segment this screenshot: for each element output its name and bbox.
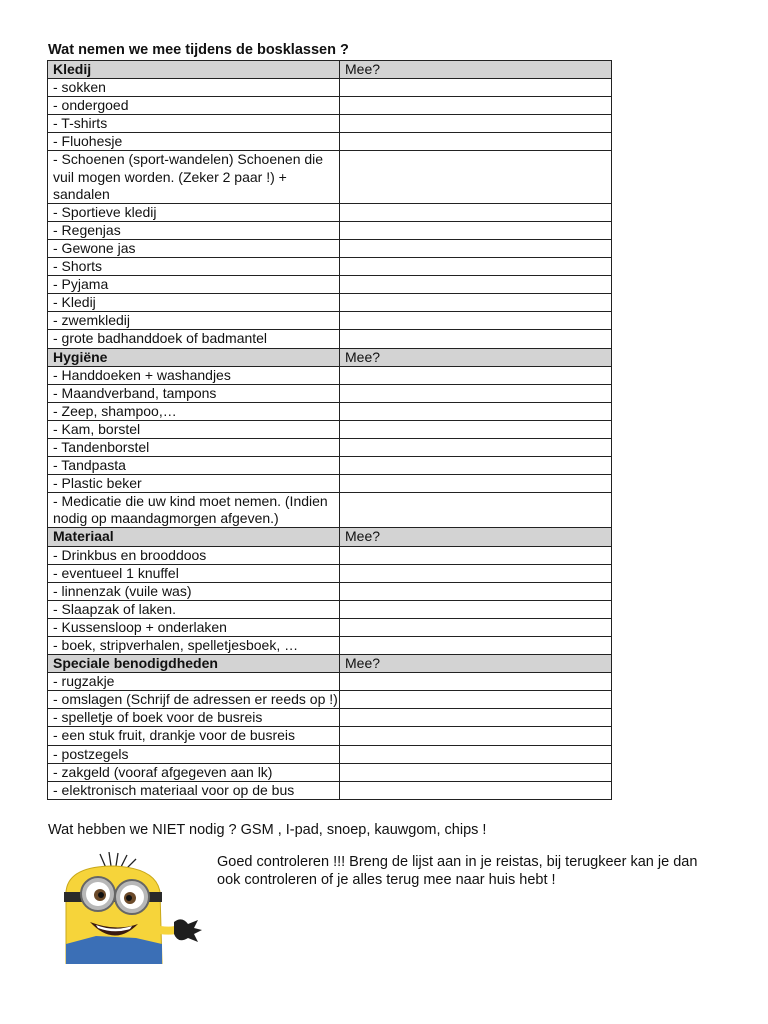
checklist-row	[48, 294, 612, 312]
minion-glove	[174, 919, 202, 942]
mee-checkbox-cell[interactable]	[340, 312, 612, 330]
item-label: - ondergoed	[48, 97, 340, 115]
item-label: - een stuk fruit, drankje voor de busreis	[48, 727, 340, 745]
mee-checkbox-cell[interactable]	[340, 673, 612, 691]
page-title: Wat nemen we mee tijdens de bosklassen ?	[48, 42, 349, 58]
item-label: - grote badhanddoek of badmantel	[48, 330, 340, 348]
mee-checkbox-cell[interactable]	[340, 618, 612, 636]
mee-checkbox-cell[interactable]	[340, 330, 612, 348]
item-label: - spelletje of boek voor de busreis	[48, 709, 340, 727]
mee-column-header: Mee?	[340, 655, 612, 673]
checklist-row	[48, 763, 612, 781]
mee-checkbox-cell[interactable]	[340, 79, 612, 97]
mee-checkbox-cell[interactable]	[340, 366, 612, 384]
checklist-row	[48, 402, 612, 420]
item-label: - Pyjama	[48, 276, 340, 294]
item-label: - Schoenen (sport-wandelen) Schoenen die vuil mogen worden. (Zeker 2 paar !) + sandalen	[48, 151, 340, 203]
checklist-row	[48, 727, 612, 745]
section-title: Speciale benodigdheden	[48, 655, 340, 673]
checklist-row	[48, 493, 612, 528]
mee-checkbox-cell[interactable]	[340, 203, 612, 221]
mee-checkbox-cell[interactable]	[340, 420, 612, 438]
checklist-row	[48, 203, 612, 221]
item-label: - Handdoeken + washandjes	[48, 366, 340, 384]
checklist-row	[48, 133, 612, 151]
mee-checkbox-cell[interactable]	[340, 546, 612, 564]
item-label: - Maandverband, tampons	[48, 384, 340, 402]
item-label: - Plastic beker	[48, 475, 340, 493]
checklist-row	[48, 745, 612, 763]
checklist-row	[48, 691, 612, 709]
not-needed-text: Wat hebben we NIET nodig ? GSM , I-pad, snoep, kauwgom, chips !	[48, 822, 487, 838]
checklist-row	[48, 258, 612, 276]
checklist-row	[48, 97, 612, 115]
mee-checkbox-cell[interactable]	[340, 115, 612, 133]
checklist-row	[48, 420, 612, 438]
section-title: Materiaal	[48, 528, 340, 546]
item-label: - Kussensloop + onderlaken	[48, 618, 340, 636]
item-label: - omslagen (Schrijf de adressen er reeds op !)	[48, 691, 340, 709]
section-header-row	[48, 528, 612, 546]
section-header-row	[48, 348, 612, 366]
mee-checkbox-cell[interactable]	[340, 97, 612, 115]
item-label: - Sportieve kledij	[48, 203, 340, 221]
item-label: - zakgeld (vooraf afgegeven aan lk)	[48, 763, 340, 781]
item-label: - Tandpasta	[48, 457, 340, 475]
item-label: - elektronisch materiaal voor op de bus	[48, 781, 340, 799]
item-label: - Fluohesje	[48, 133, 340, 151]
checklist-row	[48, 781, 612, 799]
checklist-row	[48, 637, 612, 655]
mee-checkbox-cell[interactable]	[340, 745, 612, 763]
mee-checkbox-cell[interactable]	[340, 493, 612, 528]
packing-checklist-table	[47, 60, 612, 800]
checklist-row	[48, 673, 612, 691]
item-label: - sokken	[48, 79, 340, 97]
section-title: Hygiëne	[48, 348, 340, 366]
mee-column-header: Mee?	[340, 348, 612, 366]
mee-checkbox-cell[interactable]	[340, 600, 612, 618]
mee-checkbox-cell[interactable]	[340, 727, 612, 745]
item-label: - Gewone jas	[48, 239, 340, 257]
item-label: - Kam, borstel	[48, 420, 340, 438]
item-label: - Medicatie die uw kind moet nemen. (Indien nodig op maandagmorgen afgeven.)	[48, 493, 340, 528]
item-label: - Drinkbus en brooddoos	[48, 546, 340, 564]
section-title: Kledij	[48, 61, 340, 79]
item-label: - zwemkledij	[48, 312, 340, 330]
mee-checkbox-cell[interactable]	[340, 221, 612, 239]
item-label: - T-shirts	[48, 115, 340, 133]
mee-checkbox-cell[interactable]	[340, 294, 612, 312]
mee-column-header: Mee?	[340, 61, 612, 79]
checklist-row	[48, 276, 612, 294]
mee-checkbox-cell[interactable]	[340, 276, 612, 294]
item-label: - boek, stripverhalen, spelletjesboek, …	[48, 637, 340, 655]
section-header-row	[48, 61, 612, 79]
mee-checkbox-cell[interactable]	[340, 582, 612, 600]
mee-checkbox-cell[interactable]	[340, 637, 612, 655]
minion-image	[56, 852, 206, 964]
mee-checkbox-cell[interactable]	[340, 457, 612, 475]
checklist-row	[48, 564, 612, 582]
checklist-row	[48, 221, 612, 239]
item-label: - Regenjas	[48, 221, 340, 239]
checklist-row	[48, 366, 612, 384]
check-note-text: Goed controleren !!! Breng de lijst aan in je reistas, bij terugkeer kan je dan ook controleren of je alles terug mee naar huis hebt !	[217, 854, 698, 888]
checklist-row	[48, 115, 612, 133]
checklist-row	[48, 546, 612, 564]
mee-checkbox-cell[interactable]	[340, 564, 612, 582]
mee-checkbox-cell[interactable]	[340, 151, 612, 203]
section-header-row	[48, 655, 612, 673]
mee-column-header: Mee?	[340, 528, 612, 546]
checklist-row	[48, 709, 612, 727]
mee-checkbox-cell[interactable]	[340, 402, 612, 420]
mee-checkbox-cell[interactable]	[340, 239, 612, 257]
item-label: - Tandenborstel	[48, 438, 340, 456]
checklist-row	[48, 151, 612, 203]
mee-checkbox-cell[interactable]	[340, 709, 612, 727]
item-label: - Zeep, shampoo,…	[48, 402, 340, 420]
item-label: - Kledij	[48, 294, 340, 312]
checklist-row	[48, 312, 612, 330]
item-label: - linnenzak (vuile was)	[48, 582, 340, 600]
mee-checkbox-cell[interactable]	[340, 438, 612, 456]
checklist-row	[48, 582, 612, 600]
checklist-row	[48, 618, 612, 636]
item-label: - eventueel 1 knuffel	[48, 564, 340, 582]
mee-checkbox-cell[interactable]	[340, 384, 612, 402]
checklist-row	[48, 600, 612, 618]
mee-checkbox-cell[interactable]	[340, 781, 612, 799]
checklist-row	[48, 438, 612, 456]
item-label: - postzegels	[48, 745, 340, 763]
checklist-row	[48, 457, 612, 475]
checklist-row	[48, 330, 612, 348]
mee-checkbox-cell[interactable]	[340, 475, 612, 493]
mee-checkbox-cell[interactable]	[340, 258, 612, 276]
checklist-row	[48, 384, 612, 402]
mee-checkbox-cell[interactable]	[340, 763, 612, 781]
checklist-row	[48, 79, 612, 97]
checklist-row	[48, 475, 612, 493]
item-label: - rugzakje	[48, 673, 340, 691]
mee-checkbox-cell[interactable]	[340, 133, 612, 151]
item-label: - Slaapzak of laken.	[48, 600, 340, 618]
mee-checkbox-cell[interactable]	[340, 691, 612, 709]
item-label: - Shorts	[48, 258, 340, 276]
checklist-row	[48, 239, 612, 257]
